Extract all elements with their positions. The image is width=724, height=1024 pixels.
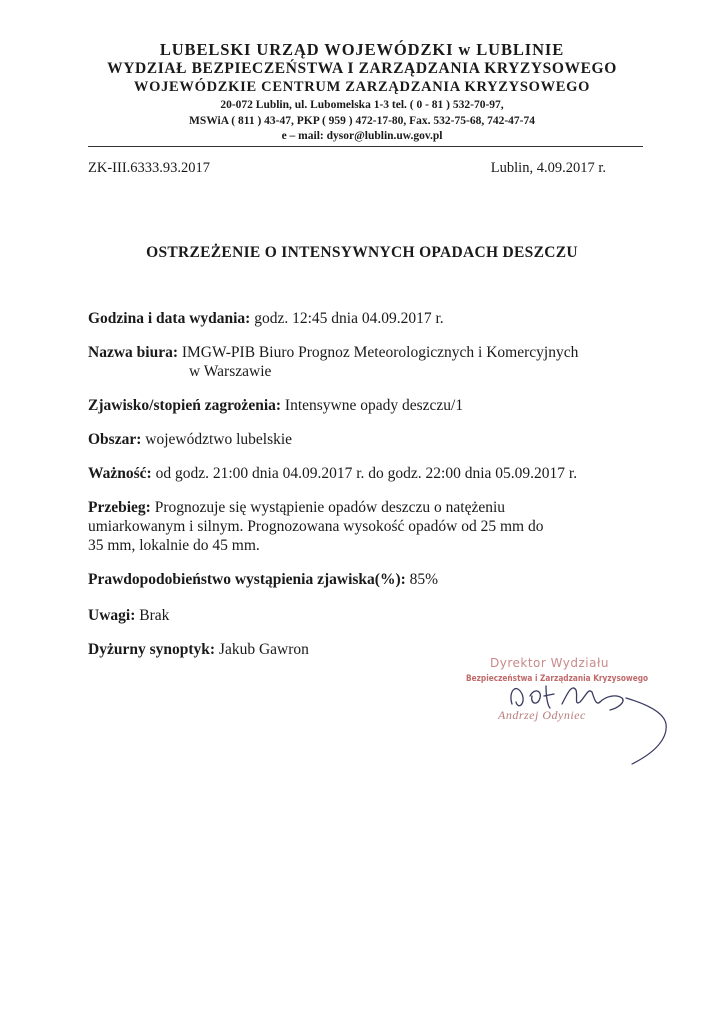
- field-value: godz. 12:45 dnia 04.09.2017 r.: [250, 310, 444, 327]
- field-value: IMGW-PIB Biuro Prognoz Meteorologicznych i Komercyjnych: [177, 344, 579, 361]
- field-label: Obszar:: [88, 431, 142, 448]
- stamp-department: Bezpieczeństwa i Zarządzania Kryzysowego: [466, 674, 649, 684]
- field-course: [88, 498, 558, 555]
- field-label: Prawdopodobieństwo wystąpienia zjawiska(%):: [88, 571, 406, 588]
- field-label: Uwagi:: [88, 607, 136, 624]
- field-validity: [88, 464, 648, 483]
- field-label: Nazwa biura:: [88, 344, 178, 361]
- field-probability: [88, 570, 648, 589]
- letterhead-office: LUBELSKI URZĄD WOJEWÓDZKI w LUBLINIE: [159, 40, 565, 59]
- signature-stamp: [450, 652, 680, 772]
- letterhead-center: WOJEWÓDZKIE CENTRUM ZARZĄDZANIA KRYZYSOWEGO: [133, 79, 591, 95]
- handwritten-signature: [450, 652, 680, 772]
- field-value: Jakub Gawron: [215, 641, 309, 658]
- document-title: OSTRZEŻENIE O INTENSYWNYCH OPADACH DESZCZU: [146, 244, 578, 261]
- letterhead-department: WYDZIAŁ BEZPIECZEŃSTWA I ZARZĄDZANIA KRYZYSOWEGO: [107, 60, 617, 77]
- field-value: województwo lubelskie: [141, 431, 293, 448]
- field-value: Prognozuje się wystąpienie opadów deszczu o natężeniu umiarkowanym i silnym. Prognozowana wysokość opadów od 25 mm do 35 mm, lokalnie do 45 mm.: [88, 499, 544, 554]
- reference-number: ZK-III.6333.93.2017: [88, 160, 211, 176]
- stamp-name: Andrzej Odyniec: [498, 708, 586, 722]
- field-value: Intensywne opady deszczu/1: [281, 397, 464, 414]
- field-value: Brak: [135, 607, 170, 624]
- field-value: 85%: [405, 571, 439, 588]
- field-label: Ważność:: [88, 465, 152, 482]
- field-phenomenon: [88, 396, 648, 415]
- letterhead-email: e – mail: dysor@lublin.uw.gov.pl: [281, 130, 443, 142]
- field-label: Godzina i data wydania:: [88, 310, 251, 327]
- letterhead: [0, 40, 724, 144]
- field-label: Dyżurny synoptyk:: [88, 641, 216, 658]
- place-date: Lublin, 4.09.2017 r.: [490, 160, 606, 176]
- letterhead-phones: MSWiA ( 811 ) 43-47, PKP ( 959 ) 472-17-80, Fax. 532-75-68, 742-47-74: [188, 115, 536, 127]
- field-issue: [88, 309, 648, 328]
- field-area: [88, 430, 648, 449]
- field-value-continuation: w Warszawie: [189, 363, 272, 380]
- field-office: [88, 343, 648, 381]
- field-label: Przebieg:: [88, 499, 151, 516]
- field-value: od godz. 21:00 dnia 04.09.2017 r. do godz. 22:00 dnia 05.09.2017 r.: [151, 465, 578, 482]
- letterhead-address: 20-072 Lublin, ul. Lubomelska 1-3 tel. ( 0 - 81 ) 532-70-97,: [220, 99, 504, 111]
- field-label: Zjawisko/stopień zagrożenia:: [88, 397, 282, 414]
- stamp-title: Dyrektor Wydziału: [490, 656, 610, 670]
- field-remarks: [88, 606, 648, 625]
- header-divider: [88, 146, 643, 147]
